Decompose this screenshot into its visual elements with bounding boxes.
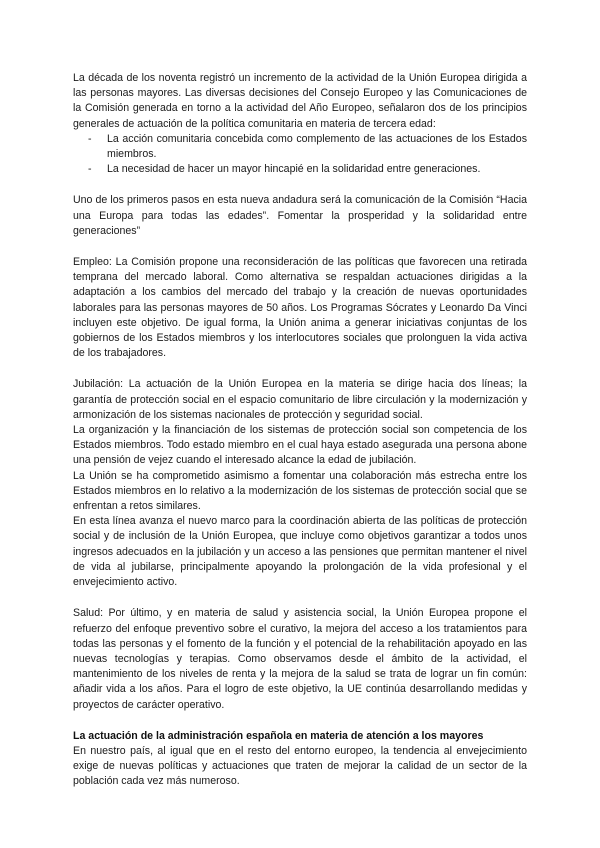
spain-paragraph: En nuestro país, al igual que en el resto del entorno europeo, la tendencia al envejecimiento exige de nuevas políticas y actuaciones que traten de mejorar la calidad de un sector de la población cada vez más numeroso.	[73, 744, 527, 788]
section-heading: La actuación de la administración española en materia de atención a los mayores	[73, 729, 484, 742]
retirement-paragraph: Jubilación: La actuación de la Unión Europea en la materia se dirige hacia dos líneas; la garantía de protección social en el espacio comunitario de libre circulación y la modernización y armonización de los sistemas nacionales de protección y seguridad social.	[73, 378, 527, 421]
document-page	[73, 71, 527, 790]
list-item-text: La acción comunitaria concebida como complemento de las actuaciones de los Estados miembros.	[107, 132, 527, 161]
health-paragraph: Salud: Por último, y en materia de salud y asistencia social, la Unión Europea propone el refuerzo del enfoque preventivo sobre el curativo, la mejora del acceso a los tratamientos para todas las personas y el fomento de la función y el potencial de la rehabilitación apoyado en las nuevas tecnologías y terapias. Como observamos desde el ámbito de la actividad, el mantenimiento de los niveles de renta y la mejora de la salud se trata de lograr un fin común: añadir vida a los años. Para el logro de este objetivo, la UE continúa desarrollando medidas y proyectos de carácter operativo.	[73, 607, 527, 711]
retirement-paragraph: En esta línea avanza el nuevo marco para la coordinación abierta de las políticas de protección social y de inclusión de la Unión Europea, que incluye como objetivos garantizar a todos unos ingresos adecuados en la jubilación y un acceso a las pensiones que permitan mantener el nivel de vida al jubilarse, principalmente apoyando la prolongación de la vida profesional y el envejecimiento activo.	[73, 515, 527, 589]
principles-list	[73, 132, 527, 178]
intro-paragraph: La década de los noventa registró un incremento de la actividad de la Unión Europea dirigida a las personas mayores. Las diversas decisiones del Consejo Europeo y las Comunicaciones de la Comisión generada en torno a la actividad del Año Europeo, señalaron dos de los principios generales de actuación de la política comunitaria en materia de tercera edad:	[73, 72, 527, 130]
list-item	[73, 132, 527, 162]
retirement-paragraph: La Unión se ha comprometido asimismo a fomentar una colaboración más estrecha entre los Estados miembros en lo relativo a la modernización de los sistemas de protección social que se enfrentan a retos similares.	[73, 469, 527, 513]
list-marker: -	[88, 132, 92, 145]
employment-paragraph: Empleo: La Comisión propone una reconsideración de las políticas que favorecen una retirada temprana del mercado laboral. Como alternativa se respaldan actuaciones dirigidas a la adaptación a los cambios del mercado del trabajo y la creación de nuevas oportunidades laborales para las personas mayores de 50 años. Los Programas Sócrates y Leonardo Da Vinci incluyen este objetivo. De igual forma, la Unión anima a generar iniciativas conjuntas de los gobiernos de los Estados miembros y los interlocutores sociales que prolonguen la vida activa de los trabajadores.	[73, 256, 527, 360]
retirement-paragraph: La organización y la financiación de los sistemas de protección social son competencia de los Estados miembros. Todo estado miembro en el cual haya estado asegurada una persona abone una pensión de vejez cuando el interesado alcance la edad de jubilación.	[73, 424, 527, 467]
communication-paragraph: Uno de los primeros pasos en esta nueva andadura será la comunicación de la Comisión “Hacia una Europa para todas las edades”. Fomentar la prosperidad y la solidaridad entre generaciones”	[73, 194, 527, 237]
list-marker: -	[88, 163, 92, 176]
list-item-text: La necesidad de hacer un mayor hincapié en la solidaridad entre generaciones.	[107, 163, 481, 176]
list-item	[73, 162, 527, 177]
